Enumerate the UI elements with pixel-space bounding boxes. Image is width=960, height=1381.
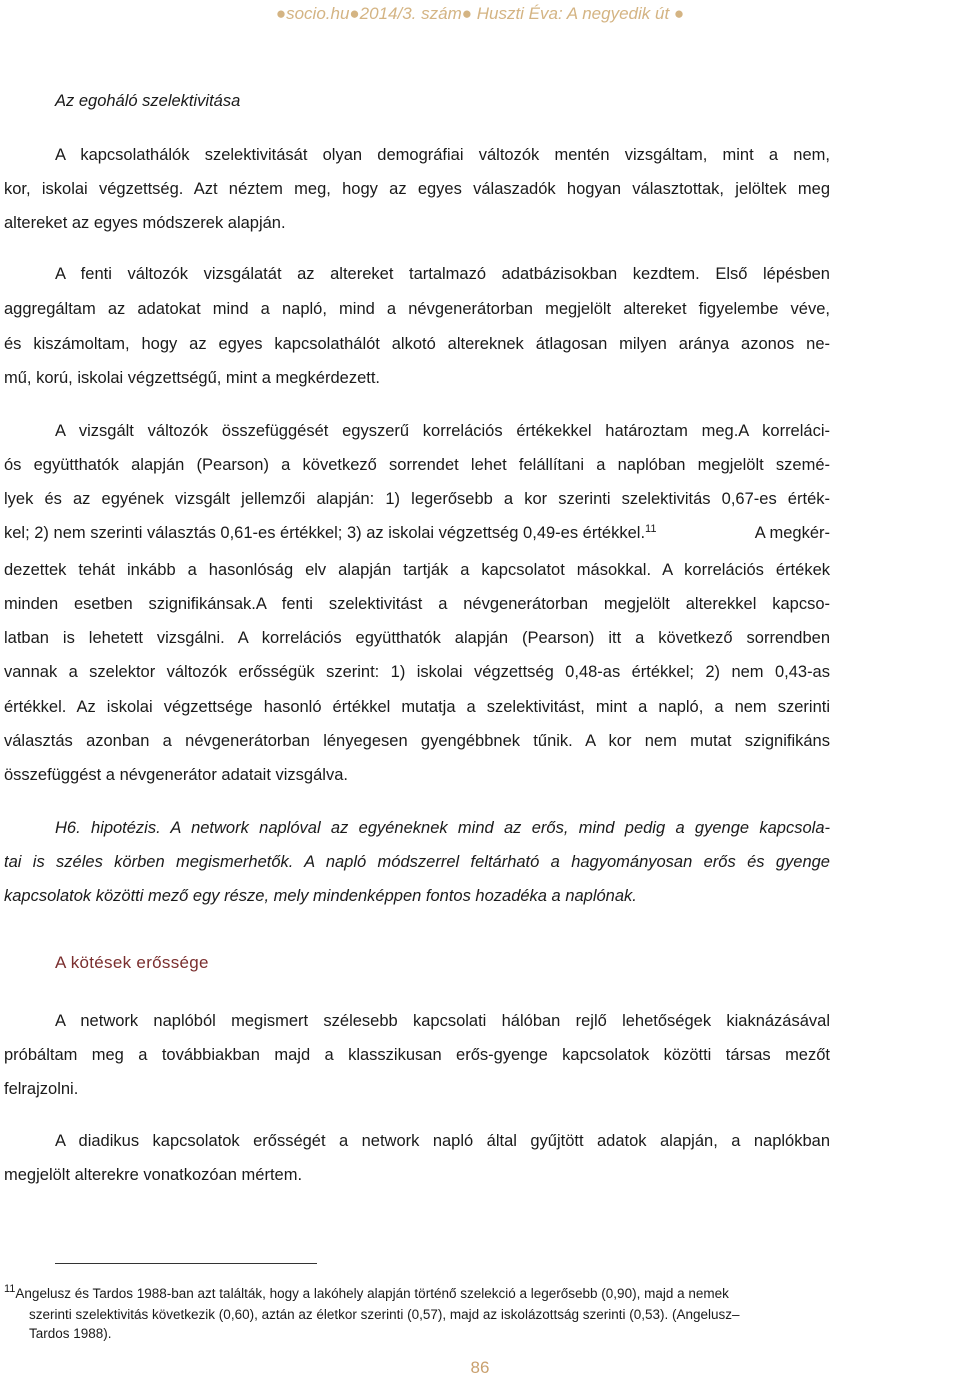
footnote-line bbox=[4, 1285, 729, 1303]
paragraph-line: A diadikus kapcsolatok erősségét a network napló által gyűjtött adatok alapján, a naplókban bbox=[55, 1132, 830, 1150]
paragraph-line: értékkel. Az iskolai végzettsége hasonló értékkel mutatja a szelektivitást, mint a napló, a nem szerinti bbox=[4, 698, 830, 716]
paragraph-line: dezettek tehát inkább a hasonlóság elv alapján tartják a kapcsolatot másokkal. A korrelációs értékek bbox=[4, 561, 830, 579]
paragraph-line: összefüggést a névgenerátor adatait vizsgálva. bbox=[4, 766, 348, 784]
paragraph-line-with-footnote bbox=[4, 523, 830, 543]
paragraph-line: vannak a szelektor változók erősségük szerint: 1) iskolai végzettség 0,48-as értékkel; 2) nem 0,43-as bbox=[4, 663, 830, 681]
paragraph-line: és kiszámoltam, hogy az egyes kapcsolathálót alkotó altereknek átlagosan milyen aránya azonos ne- bbox=[4, 335, 830, 353]
paragraph-line: A network naplóból megismert szélesebb kapcsolati hálóban rejlő lehetőségek kiaknázásával bbox=[55, 1012, 830, 1030]
paragraph-line: ós együtthatók alapján (Pearson) a következő sorrendet lehet felállítani a naplóban megjelölt szemé- bbox=[4, 456, 830, 474]
hypothesis-line: kapcsolatok közötti mező egy része, mely mindenképpen fontos hozadéka a naplónak. bbox=[4, 887, 637, 905]
hypothesis-line: H6. hipotézis. A network naplóval az egyéneknek mind az erős, mind pedig a gyenge kapcsola- bbox=[55, 819, 830, 837]
paragraph-line: próbáltam meg a továbbiakban majd a klasszikusan erős-gyenge kapcsolatok közötti társas mezőt bbox=[4, 1046, 830, 1064]
paragraph-line: A vizsgált változók összefüggését egyszerű korrelációs értékekkel határoztam meg.A korreláci- bbox=[55, 422, 830, 440]
paragraph-line: A kapcsolathálók szelektivitását olyan demográfiai változók mentén vizsgáltam, mint a nem, bbox=[55, 146, 830, 164]
footnote-text: Angelusz és Tardos 1988-ban azt találták, hogy a lakóhely alapján történő szelekció a legerősebb (0,90), majd a nemek bbox=[15, 1286, 729, 1301]
paragraph-line: kor, iskolai végzettség. Azt néztem meg, hogy az egyes válaszadók hogyan választottak, jelöltek meg bbox=[4, 180, 830, 198]
footnote-line: Tardos 1988). bbox=[29, 1326, 112, 1341]
paragraph-text: A megkér- bbox=[754, 524, 830, 542]
hypothesis-line: tai is széles körben megismerhetők. A napló módszerrel feltárható a hagyományosan erős és gyenge bbox=[4, 853, 830, 871]
running-header: ●socio.hu●2014/3. szám● Huszti Éva: A negyedik út ● bbox=[275, 4, 685, 23]
paragraph-line: mű, korú, iskolai végzettségű, mint a megkérdezett. bbox=[4, 369, 381, 387]
page-number: 86 bbox=[470, 1358, 490, 1377]
footnote-number: 11 bbox=[4, 1283, 16, 1295]
paragraph-line: aggregáltam az adatokat mind a napló, mind a névgenerátorban megjelölt altereket figyelembe véve, bbox=[4, 300, 830, 318]
paragraph-line: lyek és az egyének vizsgált jellemzői alapján: 1) legerősebb a kor szerinti szelektivitás 0,67-es érték- bbox=[4, 490, 830, 508]
section-heading: A kötések erőssége bbox=[55, 953, 209, 972]
paragraph-line: altereket az egyes módszerek alapján. bbox=[4, 214, 286, 232]
section-title: Az egoháló szelektivitása bbox=[55, 92, 241, 110]
footnote-line: szerinti szelektivitás következik (0,60), aztán az életkor szerinti (0,57), majd az iskolázottság szerinti (0,53). (Angelusz– bbox=[29, 1307, 740, 1322]
paragraph-line: felrajzolni. bbox=[4, 1080, 79, 1098]
paragraph-line: választás azonban a névgenerátorban lényegesen gyengébbnek tűnik. A kor nem mutat szignifikáns bbox=[4, 732, 830, 750]
paragraph-line: A fenti változók vizsgálatát az altereket tartalmazó adatbázisokban kezdtem. Első lépésben bbox=[55, 265, 830, 283]
footnote-reference[interactable]: 11 bbox=[645, 523, 657, 535]
paragraph-line: megjelölt alterekre vonatkozóan mértem. bbox=[4, 1166, 303, 1184]
paragraph-text: kel; 2) nem szerinti választás 0,61-es értékkel; 3) az iskolai végzettség 0,49-es értékkel. bbox=[4, 524, 646, 542]
footnote-separator bbox=[55, 1263, 317, 1264]
paragraph-line: latban is lehetett vizsgálni. A korrelációs együtthatók alapján (Pearson) itt a következő sorrendben bbox=[4, 629, 830, 647]
paragraph-line: minden esetben szignifikánsak.A fenti szelektivitást a névgenerátorban megjelölt alterekkel kapcso- bbox=[4, 595, 830, 613]
